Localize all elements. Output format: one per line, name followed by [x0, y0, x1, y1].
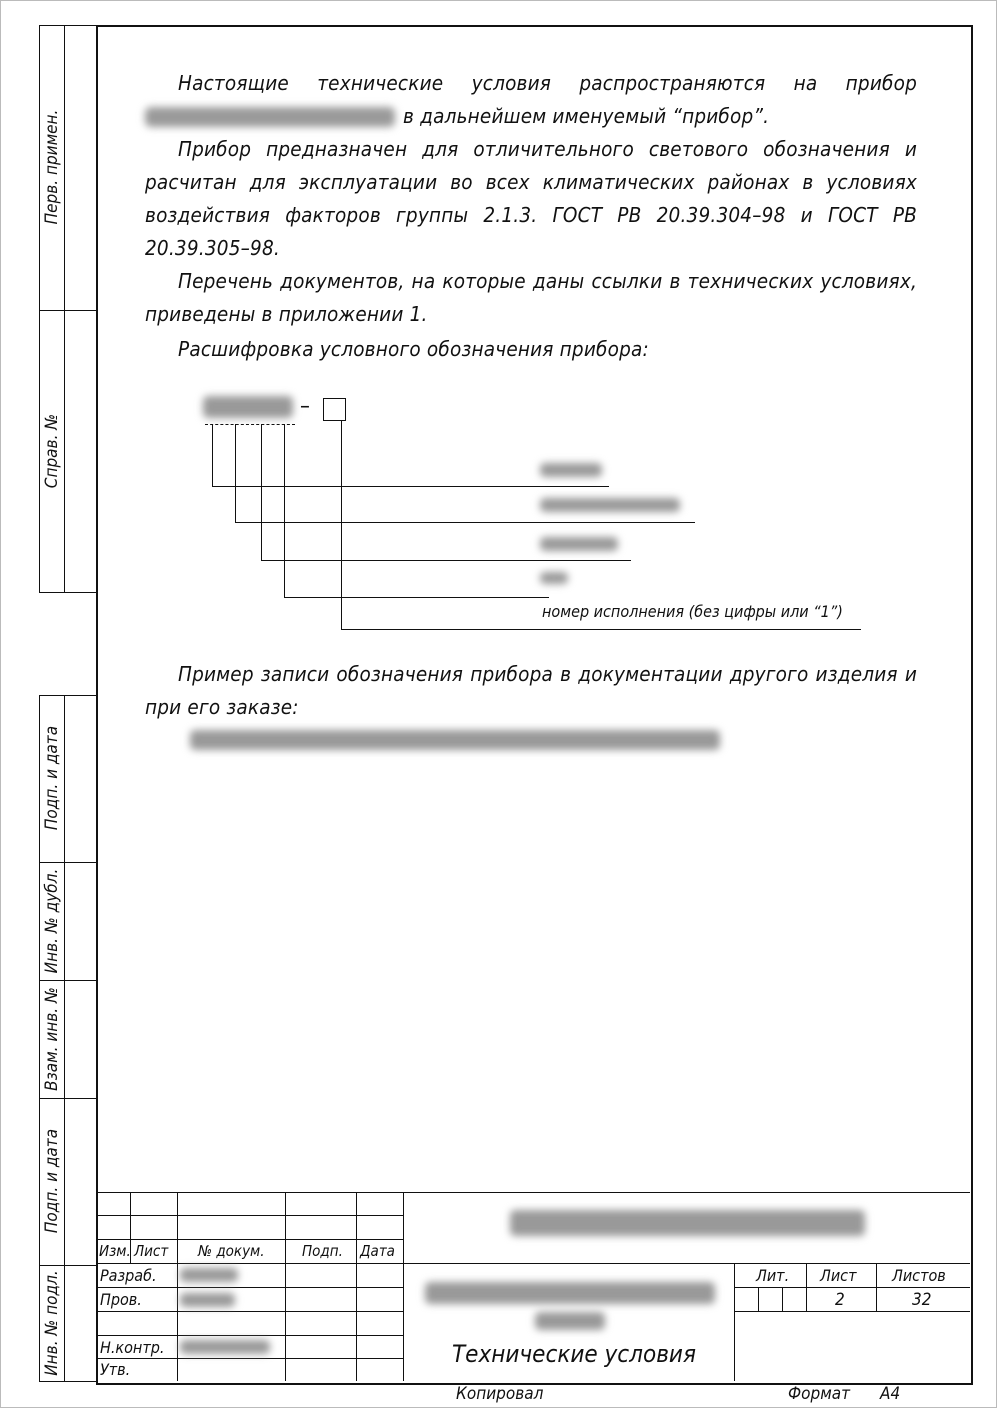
- paragraph-scope-continuation: [145, 100, 917, 133]
- redacted-document-code: [510, 1210, 865, 1236]
- title-block-grid-line: [806, 1263, 807, 1311]
- title-block-grid-line: [403, 1192, 404, 1381]
- paragraph-references-line: Перечень документов, на которые даны ссылки в технических условиях,: [178, 269, 917, 293]
- row-label-nkontr: Н.контр.: [100, 1338, 165, 1357]
- redacted-decoding-label: [540, 572, 568, 584]
- title-block-grid-line: [356, 1192, 357, 1381]
- leader-line: [212, 424, 213, 486]
- side-strip-divider: [39, 695, 97, 696]
- leader-line: [341, 420, 342, 629]
- side-strip-divider: [39, 310, 97, 311]
- paragraph-scope: Настоящие технические условия распространяются на прибор: [178, 71, 917, 95]
- leader-line: [284, 424, 285, 597]
- title-block-grid-line: [782, 1287, 783, 1311]
- row-label-utv: Утв.: [100, 1360, 131, 1379]
- paragraph-purpose-line: Прибор предназначен для отличительного светового обозначения и: [178, 137, 917, 161]
- side-label-podp-data: Подп. и дата: [42, 725, 62, 831]
- title-block-grid-line: [96, 1239, 404, 1240]
- title-block-grid-line: [96, 1358, 404, 1359]
- side-strip-divider: [39, 1098, 97, 1099]
- col-header-date: Дата: [360, 1242, 395, 1260]
- header-sheets: Листов: [892, 1266, 946, 1285]
- side-strip-top-line: [39, 25, 97, 26]
- title-block-grid-line: [876, 1263, 877, 1311]
- side-label-inv-podl: Инв. № подл.: [42, 1270, 62, 1376]
- footer-format-value: А4: [880, 1384, 901, 1404]
- execution-number-label: номер исполнения (без цифры или “1”): [542, 602, 843, 621]
- paragraph-scope-tail: в дальнейшем именуемый “прибор”.: [403, 104, 770, 128]
- title-block-grid-line: [96, 1263, 970, 1264]
- footer-copied: Копировал: [456, 1384, 544, 1404]
- title-block-grid-line: [734, 1311, 970, 1312]
- title-block-grid-line: [285, 1192, 286, 1381]
- side-label-vzam-inv: Взам. инв. №: [42, 987, 62, 1091]
- paragraph-example-line: Пример записи обозначения прибора в документации другого изделия и: [178, 662, 917, 686]
- leader-line: [284, 597, 549, 598]
- title-block-grid-line: [734, 1263, 735, 1381]
- execution-number-box: [323, 398, 346, 421]
- title-block-grid-line: [96, 1311, 404, 1312]
- leader-line: [235, 522, 695, 523]
- side-strip-inner-line: [64, 695, 65, 1382]
- redacted-designation-code: [203, 396, 293, 418]
- redacted-norm-control-name: [180, 1340, 270, 1354]
- side-strip-outer-line: [39, 695, 40, 1382]
- paragraph-example-line: при его заказе:: [145, 695, 299, 719]
- title-block-grid-line: [96, 1287, 404, 1288]
- sheets-total: 32: [912, 1290, 932, 1310]
- designation-dash: –: [300, 394, 310, 419]
- redacted-developer-name: [180, 1268, 238, 1282]
- header-sheet: Лист: [820, 1266, 857, 1285]
- redacted-decoding-label: [540, 463, 602, 477]
- side-strip-divider: [39, 592, 97, 593]
- side-label-sprav-no: Справ. №: [42, 413, 62, 489]
- col-header-signature: Подп.: [302, 1242, 343, 1260]
- title-block-grid-line: [758, 1287, 759, 1311]
- leader-line: [261, 424, 262, 560]
- title-block-grid-line: [96, 1215, 404, 1216]
- header-lit: Лит.: [756, 1266, 790, 1285]
- footer-format-label: Формат: [788, 1384, 851, 1404]
- title-block-top-line: [96, 1192, 970, 1193]
- redacted-product-name: [535, 1312, 605, 1330]
- paragraph-decoding-heading: Расшифровка условного обозначения прибора:: [178, 337, 649, 361]
- side-strip-divider: [39, 1265, 97, 1266]
- sheet-number: 2: [835, 1290, 845, 1310]
- redacted-decoding-label: [540, 498, 680, 512]
- paragraph-purpose-line: 20.39.305–98.: [145, 236, 280, 260]
- title-block-grid-line: [177, 1192, 178, 1381]
- col-header-izm: Изм.: [99, 1242, 131, 1260]
- title-block-grid-line: [96, 1335, 404, 1336]
- leader-line: [235, 424, 236, 522]
- redacted-device-name: [145, 107, 395, 127]
- side-label-inv-dubl: Инв. № дубл.: [42, 868, 62, 974]
- row-label-razrab: Разраб.: [100, 1266, 157, 1285]
- side-label-podp-data: Подп. и дата: [42, 1128, 62, 1234]
- redacted-decoding-label: [540, 537, 618, 551]
- side-strip-divider: [39, 980, 97, 981]
- col-header-list: Лист: [134, 1242, 169, 1260]
- redacted-example-designation: [190, 730, 720, 750]
- redacted-checker-name: [180, 1293, 235, 1307]
- col-header-doc-no: № докум.: [198, 1242, 265, 1260]
- paragraph-purpose-line: воздействия факторов группы 2.1.3. ГОСТ РВ 20.39.304–98 и ГОСТ РВ: [145, 203, 917, 227]
- leader-line: [261, 560, 631, 561]
- side-strip-divider: [39, 862, 97, 863]
- leader-line: [212, 486, 609, 487]
- side-strip-outer-line: [39, 25, 40, 592]
- paragraph-purpose-line: расчитан для эксплуатации во всех климатических районах в условиях: [145, 170, 917, 194]
- redacted-product-name: [425, 1282, 715, 1304]
- row-label-prov: Пров.: [100, 1290, 142, 1309]
- leader-line: [341, 629, 861, 630]
- side-label-perv-primen: Перв. примен.: [42, 109, 62, 225]
- leader-tick: [205, 424, 295, 425]
- side-strip-bottom-line: [39, 1381, 97, 1382]
- title-block-grid-line: [734, 1287, 970, 1288]
- document-title: Технические условия: [452, 1340, 696, 1368]
- paragraph-references-line: приведены в приложении 1.: [145, 302, 428, 326]
- side-strip-inner-line: [64, 25, 65, 592]
